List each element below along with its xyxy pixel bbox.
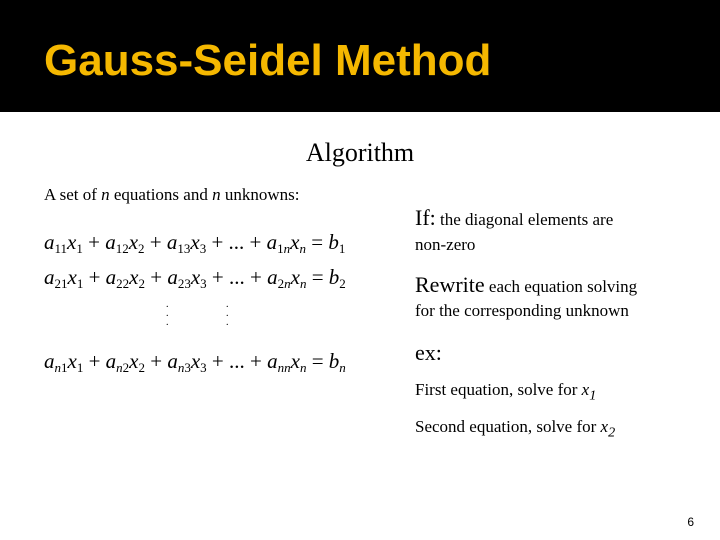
second-var: x [600,417,609,436]
ellipsis-2: ... [229,265,245,289]
rewrite-text: each equation solving [484,277,638,296]
rhs-2-sub: 2 [339,276,346,291]
second-equation-line [415,417,615,441]
first-var: x [581,380,590,399]
equation-row-2: $a_{21}x_1 + a_{22}x_2 + a_{23}x_3$ + ... + $a_{2n}x_n = b_2$ [44,265,346,291]
intro-prefix: A set of [44,185,102,204]
rhs-n: b [328,349,340,373]
rhs-2: b [328,265,340,289]
intro-suffix: unknowns: [220,185,300,204]
intro-mid: equations and [109,185,213,204]
title-bar [0,0,720,112]
intro-text [44,185,299,205]
first-equation-line [415,380,596,404]
if-word: If: [415,205,436,230]
first-text: First equation, solve for [415,380,582,399]
page-number: 6 [687,515,694,529]
if-text: the diagonal elements are [435,210,614,229]
rewrite-continuation: for the corresponding unknown [415,301,629,320]
slide-subtitle: Algorithm [305,138,415,167]
first-sub: 1 [589,387,597,404]
second-sub: 2 [608,424,616,441]
if-line [415,205,613,231]
rhs-n-sub: n [339,360,346,375]
ellipsis-n: ... [229,349,245,373]
intro-n1: n [101,185,110,204]
if-continuation: non-zero [415,235,476,254]
equation-row-1: $a_{11}x_1 + a_{12}x_2 + a_{13}x_3$ + ... + $a_{1n}x_n = b_1$ [44,230,346,256]
ellipsis-1: ... [228,230,245,254]
second-text: Second equation, solve for [415,417,601,436]
equation-row-n: $a_{n1}x_1 + a_{n2}x_2 + a_{n3}x_3$ + ... + $a_{nn}x_n = b_n$ [44,349,346,375]
slide-title: Gauss-Seidel Method [44,36,492,85]
vertical-dots-1: . . . [166,299,169,328]
rhs-1-sub: 1 [338,241,346,256]
rewrite-line [415,272,637,298]
rhs-1: b [328,230,339,254]
ex-label: ex: [415,340,442,365]
rewrite-word: Rewrite [415,272,485,297]
intro-n2: n [212,185,221,204]
vertical-dots-2: . . . [226,299,229,328]
